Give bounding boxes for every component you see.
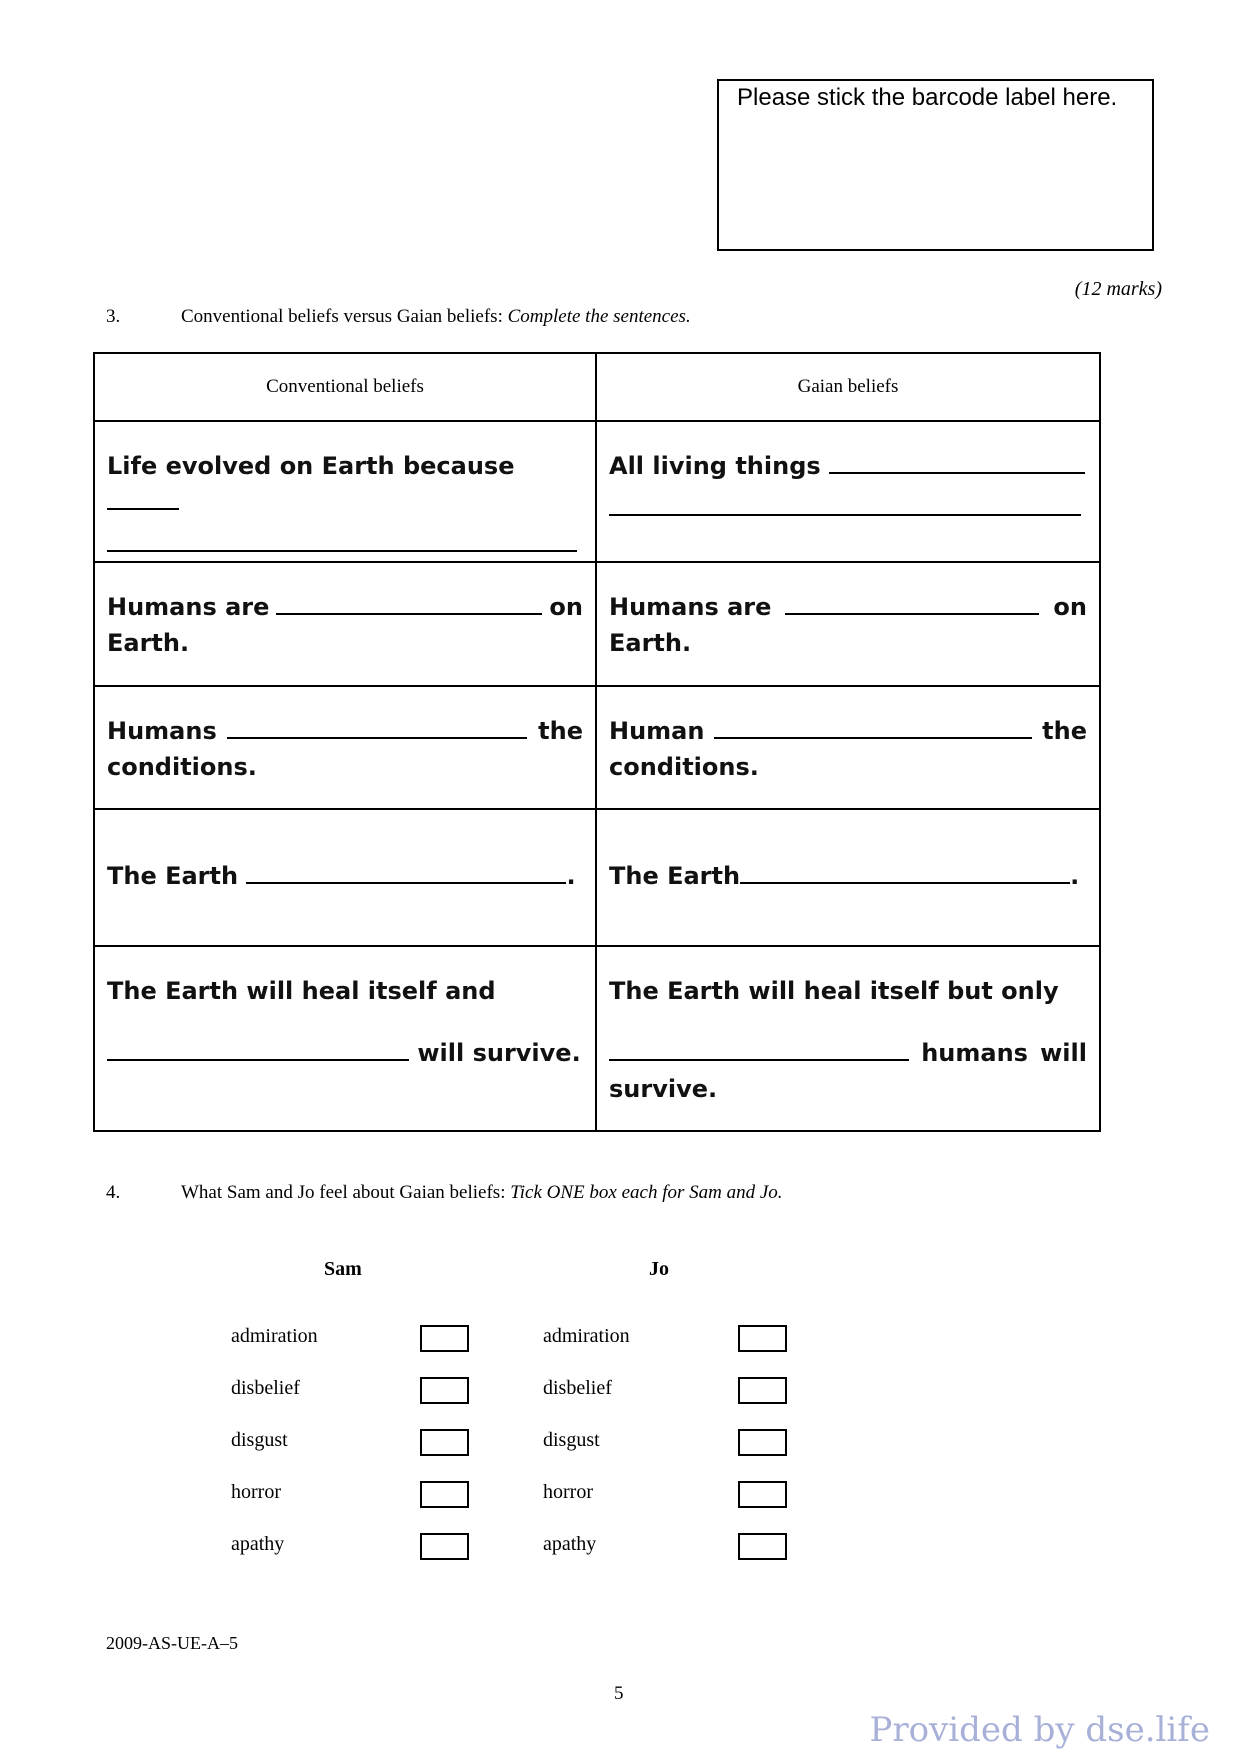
jo-column-heading: Jo — [649, 1258, 669, 1280]
sentence-text: Life evolved on Earth because — [107, 452, 515, 481]
sam-option-row — [231, 1377, 318, 1429]
jo-checkbox-apathy[interactable] — [738, 1533, 787, 1560]
jo-checkbox-admiration[interactable] — [738, 1325, 787, 1352]
sam-options — [231, 1325, 318, 1585]
question-4-text: What Sam and Jo feel about Gaian beliefs: — [181, 1182, 506, 1203]
provided-by-watermark: Provided by dse.life — [869, 1710, 1210, 1750]
cell-conventional-4: The Earth . — [94, 809, 596, 946]
sentence-text: on — [1053, 593, 1087, 622]
question-4-number: 4. — [106, 1182, 121, 1203]
sam-option-row — [231, 1429, 318, 1481]
sam-column-heading: Sam — [324, 1258, 362, 1280]
cell-gaian-2 — [596, 562, 1100, 686]
paper-code: 2009-AS-UE-A–5 — [106, 1633, 238, 1653]
sam-option-row — [231, 1533, 318, 1585]
cell-conventional-2 — [94, 562, 596, 686]
sam-option-row — [231, 1325, 318, 1377]
sam-checkbox-disgust[interactable] — [420, 1429, 469, 1456]
answer-blank[interactable] — [227, 715, 527, 739]
cell-gaian-3 — [596, 686, 1100, 810]
answer-blank[interactable] — [740, 860, 1070, 884]
sentence-text: All living things — [609, 452, 821, 481]
cell-gaian-1 — [596, 421, 1100, 562]
answer-blank[interactable] — [785, 591, 1039, 615]
beliefs-table — [93, 352, 1101, 1132]
jo-option-row — [543, 1325, 630, 1377]
question-4-prompt — [181, 1182, 783, 1204]
jo-checkbox-disgust[interactable] — [738, 1429, 787, 1456]
answer-blank[interactable] — [107, 486, 179, 510]
jo-options — [543, 1325, 630, 1585]
page-number: 5 — [614, 1683, 624, 1704]
sentence-text: on — [549, 593, 583, 622]
sam-checkbox-disbelief[interactable] — [420, 1377, 469, 1404]
sentence-text: will survive. — [417, 1039, 581, 1067]
sentence-text: The Earth will heal itself but only — [609, 977, 1059, 1005]
cell-conventional-1 — [94, 421, 596, 562]
sentence-text: Earth. — [107, 629, 190, 658]
sentence-text: The Earth — [609, 862, 741, 891]
option-label: admiration — [543, 1325, 630, 1347]
jo-option-row — [543, 1481, 630, 1533]
answer-blank[interactable] — [714, 715, 1032, 739]
answer-blank[interactable] — [107, 520, 577, 552]
sentence-text: Humans are — [609, 593, 772, 622]
option-label: disbelief — [231, 1377, 300, 1399]
jo-option-row — [543, 1429, 630, 1481]
marks-label: (12 marks) — [1074, 278, 1162, 300]
sam-checkbox-apathy[interactable] — [420, 1533, 469, 1560]
jo-option-row — [543, 1533, 630, 1585]
sentence-text: Earth. — [609, 629, 692, 658]
option-label: disbelief — [543, 1377, 612, 1399]
sam-checkbox-admiration[interactable] — [420, 1325, 469, 1352]
option-label: disgust — [543, 1429, 600, 1451]
jo-checkbox-disbelief[interactable] — [738, 1377, 787, 1404]
sentence-text: the — [1042, 716, 1087, 745]
option-label: disgust — [231, 1429, 288, 1451]
sentence-text: The Earth — [107, 862, 239, 891]
option-label: horror — [231, 1481, 281, 1503]
sentence-text: conditions. — [107, 752, 257, 781]
answer-blank[interactable] — [609, 484, 1081, 516]
cell-conventional-5 — [94, 946, 596, 1131]
option-label: horror — [543, 1481, 593, 1503]
sam-checkbox-horror[interactable] — [420, 1481, 469, 1508]
question-3-text: Conventional beliefs versus Gaian beliefs: — [181, 306, 503, 327]
cell-gaian-5 — [596, 946, 1100, 1131]
sentence-text: Human — [609, 716, 705, 745]
answer-blank[interactable] — [107, 1037, 409, 1061]
question-3-instruction: Complete the sentences. — [507, 306, 691, 327]
jo-checkbox-horror[interactable] — [738, 1481, 787, 1508]
sam-option-row — [231, 1481, 318, 1533]
cell-conventional-3 — [94, 686, 596, 810]
sentence-text: will — [1040, 1039, 1087, 1067]
sentence-text: The Earth will heal itself and — [107, 977, 496, 1005]
answer-blank[interactable] — [276, 591, 542, 615]
barcode-label-text: Please stick the barcode label here. — [737, 84, 1118, 111]
question-4-instruction: Tick ONE box each for Sam and Jo. — [510, 1182, 783, 1203]
barcode-label-box — [717, 79, 1154, 251]
option-label: apathy — [231, 1533, 285, 1555]
answer-blank[interactable] — [246, 860, 566, 884]
option-label: apathy — [543, 1533, 597, 1555]
question-3-number: 3. — [106, 306, 121, 327]
option-label: admiration — [231, 1325, 318, 1347]
sentence-text: the — [538, 716, 583, 745]
sentence-text: Humans are — [107, 593, 270, 622]
header-gaian-beliefs: Gaian beliefs — [596, 353, 1100, 421]
answer-blank[interactable] — [609, 1037, 909, 1061]
jo-option-row — [543, 1377, 630, 1429]
cell-gaian-4: The Earth . — [596, 809, 1100, 946]
sentence-text: humans — [921, 1039, 1028, 1067]
header-conventional-beliefs: Conventional beliefs — [94, 353, 596, 421]
sentence-text: conditions. — [609, 752, 759, 781]
answer-blank[interactable] — [829, 450, 1085, 474]
sentence-text: survive. — [609, 1075, 718, 1103]
sentence-text: Humans — [107, 716, 217, 745]
question-3-prompt — [181, 306, 691, 328]
